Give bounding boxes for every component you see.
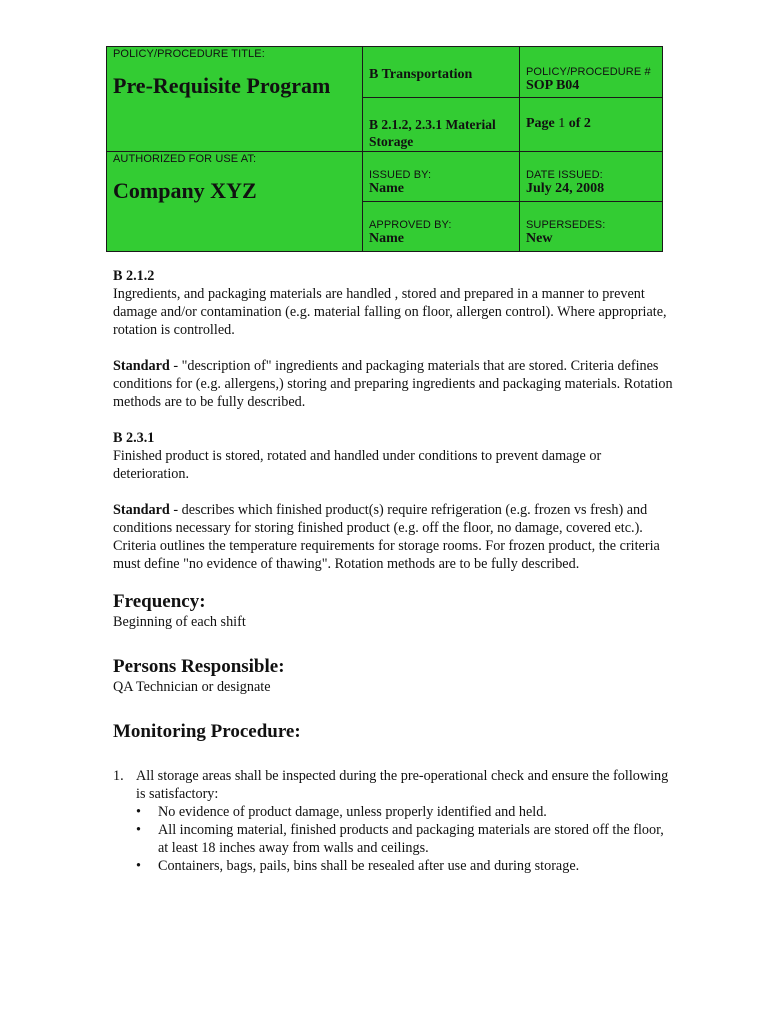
bullet-icon: • — [136, 822, 141, 838]
bullet-item — [136, 857, 673, 875]
header-table — [106, 46, 663, 252]
supersedes-value: New — [526, 231, 553, 246]
list-number: 1. — [113, 768, 124, 784]
standard2-label: Standard — [113, 502, 170, 518]
authorized-cell — [107, 152, 363, 252]
date-issued-label: DATE ISSUED: — [526, 169, 603, 181]
number-label: POLICY/PROCEDURE # — [526, 66, 651, 78]
section-name: B Transportation — [369, 67, 473, 82]
bullet-text: Containers, bags, pails, bins shall be resealed after use and during storage. — [158, 858, 580, 874]
bullet-list — [136, 803, 673, 875]
approved-by-value: Name — [369, 231, 404, 246]
page-suffix: of 2 — [565, 116, 591, 131]
persons-heading: Persons Responsible: — [113, 656, 285, 677]
standard1-label: Standard — [113, 358, 170, 374]
bullet-icon: • — [136, 804, 141, 820]
date-issued-cell — [520, 152, 663, 202]
section-cell — [363, 47, 520, 98]
company-name: Company XYZ — [113, 178, 257, 203]
approved-by-cell — [363, 202, 520, 252]
frequency-text: Beginning of each shift — [113, 614, 246, 630]
issued-by-cell — [363, 152, 520, 202]
document-body — [113, 267, 673, 875]
date-issued-value: July 24, 2008 — [526, 181, 605, 196]
standard1-paragraph — [113, 357, 673, 411]
frequency-heading: Frequency: — [113, 591, 206, 612]
bullet-icon: • — [136, 858, 141, 874]
page-prefix: Page — [526, 116, 559, 131]
procedure-number: SOP B04 — [526, 78, 580, 93]
page-cell — [520, 98, 663, 152]
bullet-item — [136, 821, 673, 857]
issued-by-value: Name — [369, 181, 404, 196]
standard2-text: - describes which finished product(s) require refrigeration (e.g. frozen vs fresh) and conditions necessary for storing finished product (e.g. off the floor, no damage, covered etc.). Criteria outlines the temperature requirements for storage rooms. For frozen product, the criteria must define "no evidence of thawing". Rotation methods are to be fully described. — [113, 502, 660, 572]
authorized-label: AUTHORIZED FOR USE AT: — [113, 153, 257, 165]
monitoring-heading: Monitoring Procedure: — [113, 721, 301, 742]
subsection-name: B 2.1.2, 2.3.1 Material Storage — [369, 117, 496, 149]
bullet-text: All incoming material, finished products and packaging materials are stored off the floor, at least 18 inches away from walls and ceilings. — [158, 822, 664, 856]
supersedes-cell — [520, 202, 663, 252]
supersedes-label: SUPERSEDES: — [526, 219, 606, 231]
page-number: 1 — [558, 116, 566, 131]
persons-text: QA Technician or designate — [113, 679, 271, 695]
title-cell — [107, 47, 363, 152]
list-item-text: All storage areas shall be inspected during the pre-operational check and ensure the following is satisfactory: — [136, 768, 669, 802]
document-title: Pre-Requisite Program — [113, 73, 331, 98]
b231-text: Finished product is stored, rotated and handled under conditions to prevent damage or deterioration. — [113, 448, 602, 482]
bullet-text: No evidence of product damage, unless properly identified and held. — [158, 804, 547, 820]
bullet-item — [136, 803, 673, 821]
standard2-paragraph — [113, 501, 673, 573]
b212-text: Ingredients, and packaging materials are handled , stored and prepared in a manner to prevent damage and/or contamination (e.g. material falling on floor, allergen control). Where appropriate, rotation is controlled. — [113, 286, 667, 338]
b212-heading: B 2.1.2 — [113, 268, 155, 284]
approved-by-label: APPROVED BY: — [369, 219, 452, 231]
standard1-text: - "description of" ingredients and packaging materials that are stored. Criteria defines conditions for (e.g. allergens,) storing and preparing ingredients and packaging materials. Rotation methods are to be fully described. — [113, 358, 673, 410]
subsection-cell — [363, 98, 520, 152]
number-cell — [520, 47, 663, 98]
b231-heading: B 2.3.1 — [113, 430, 155, 446]
list-item — [113, 767, 673, 875]
title-label: POLICY/PROCEDURE TITLE: — [113, 48, 265, 60]
page-indicator — [526, 116, 662, 132]
issued-by-label: ISSUED BY: — [369, 169, 432, 181]
monitoring-list — [113, 767, 673, 875]
